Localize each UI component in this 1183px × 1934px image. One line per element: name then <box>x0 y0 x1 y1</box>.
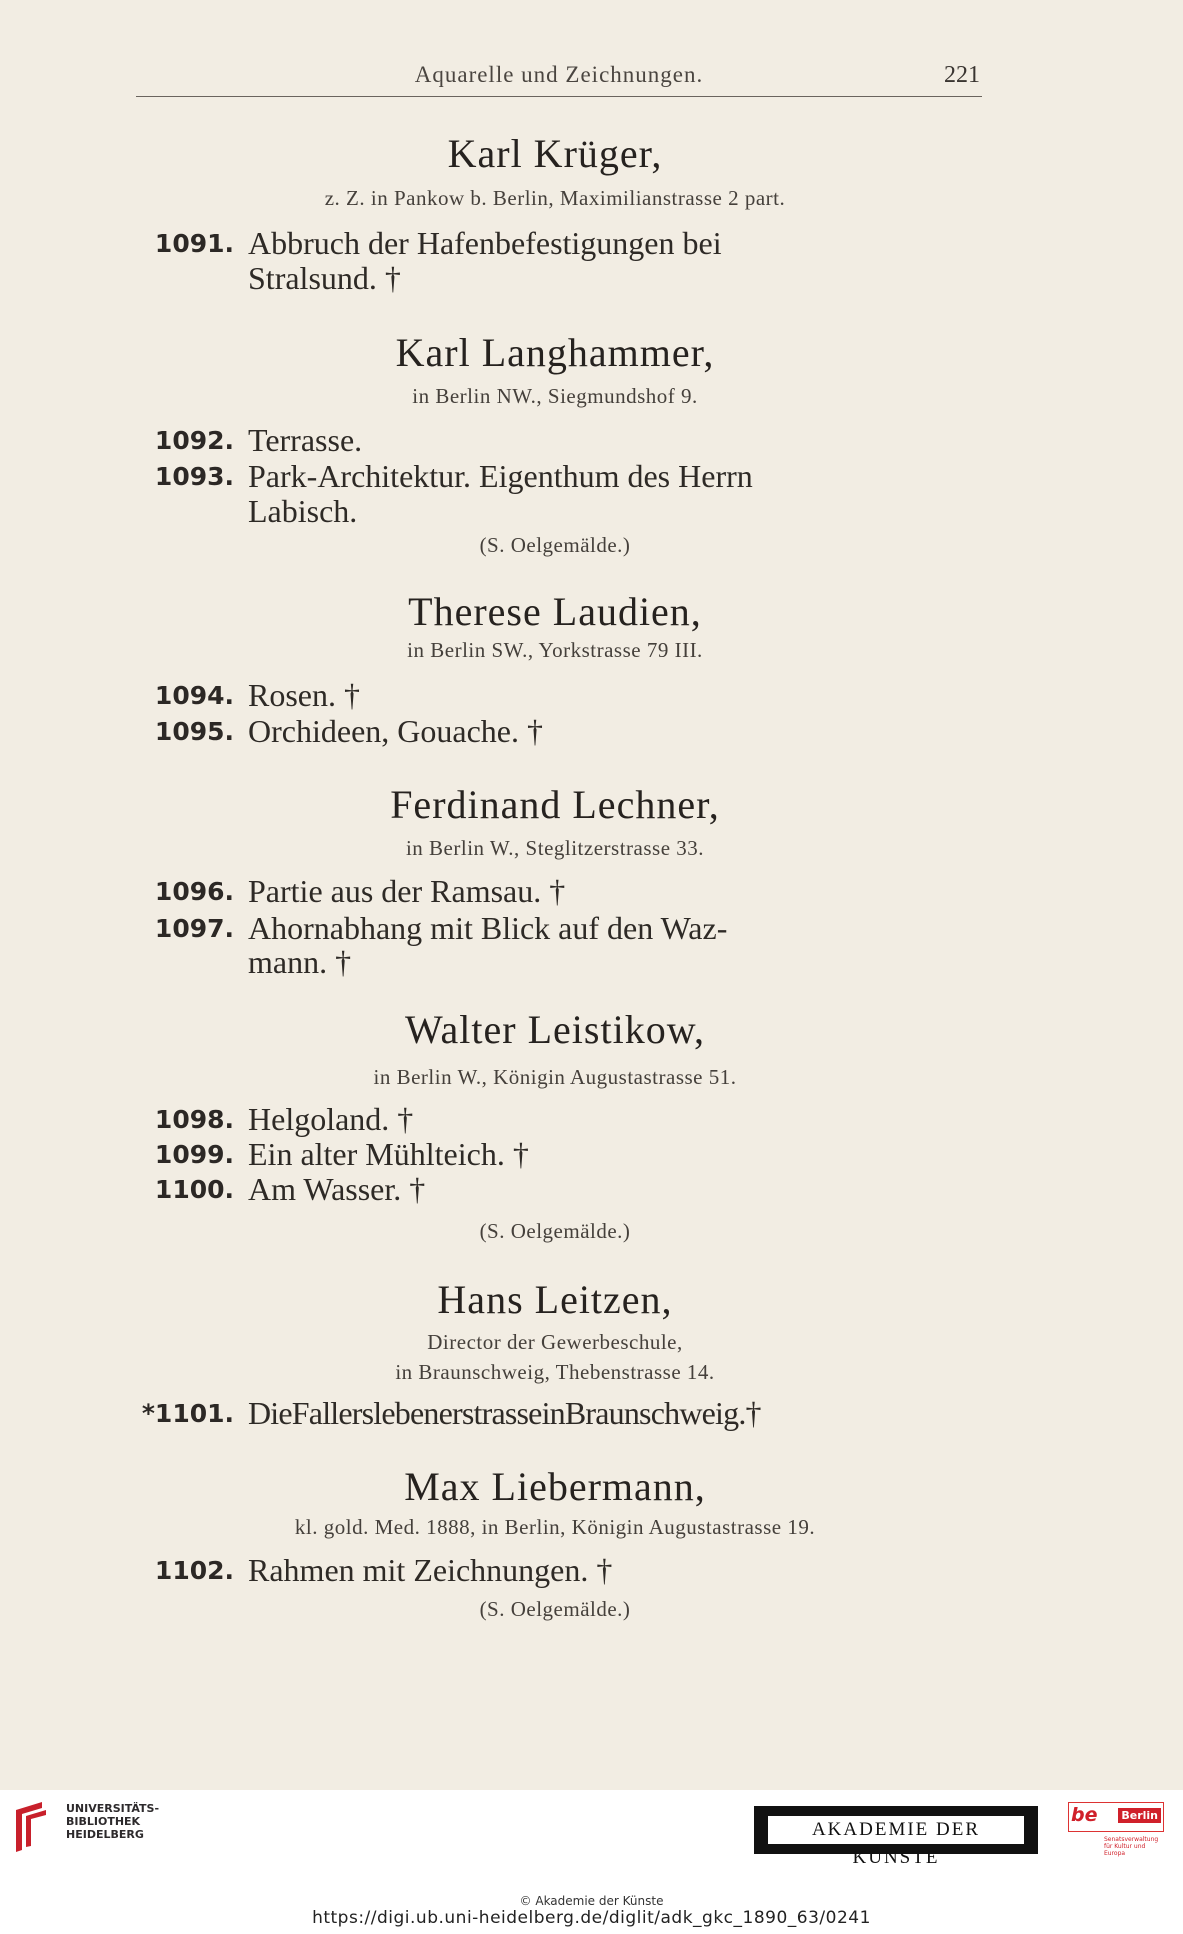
artist-name: Hans Leitzen, <box>437 1277 673 1322</box>
entry-number: 1100. <box>154 1175 234 1204</box>
copyright-notice: © Akademie der Künste <box>519 1894 664 1908</box>
entry-number: 1102. <box>154 1556 234 1585</box>
artist-address: kl. gold. Med. 1888, in Berlin, Königin Augustastrasse 19. <box>294 1515 816 1539</box>
entry-title-line: Rahmen mit Zeichnungen. † <box>248 1552 613 1588</box>
entry-number: 1091. <box>154 229 234 258</box>
running-header <box>136 62 982 92</box>
entry-number: 1096. <box>154 877 234 906</box>
akademie-logo[interactable] <box>754 1806 1038 1868</box>
artist-address: Director der Gewerbeschule, <box>427 1330 683 1354</box>
entry-title-line: Abbruch der Hafenbefestigungen bei <box>248 225 722 261</box>
entry-number: 1097. <box>154 914 234 943</box>
library-emblem-icon <box>12 1800 52 1854</box>
be-berlin-badge <box>1068 1802 1164 1832</box>
entry-number: 1094. <box>154 681 234 710</box>
artist-name: Walter Leistikow, <box>405 1007 705 1052</box>
entry-title-line: Partie aus der Ramsau. † <box>248 873 566 909</box>
entry-number: 1099. <box>154 1140 234 1169</box>
entry-title-line: Orchideen, Gouache. † <box>248 713 543 749</box>
entry-title-line: Helgoland. † <box>248 1101 414 1137</box>
berlin-text: Berlin <box>1118 1808 1161 1823</box>
artist-address: in Berlin SW., Yorkstrasse 79 III. <box>407 638 703 662</box>
artist-name: Karl Langhammer, <box>395 330 715 375</box>
be-text: be <box>1071 1804 1098 1826</box>
entry-title-line: DieFallerslebenerstrasseinBraunschweig.† <box>248 1395 761 1431</box>
entry-number: 1092. <box>154 426 234 455</box>
entry-title-line: Ein alter Mühlteich. † <box>248 1136 529 1172</box>
footer <box>0 1790 1183 1934</box>
akademie-logo-text: AKADEMIE DER KÜNSTE <box>768 1816 1024 1844</box>
artist-address: in Berlin W., Königin Augustastrasse 51. <box>373 1065 737 1089</box>
cross-reference-note: (S. Oelgemälde.) <box>479 533 631 557</box>
page-number: 221 <box>944 62 980 88</box>
running-title: Aquarelle und Zeichnungen. <box>414 62 704 87</box>
artist-name: Max Liebermann, <box>404 1464 706 1509</box>
artist-name: Therese Laudien, <box>408 589 702 634</box>
entry-title-line: mann. † <box>248 944 352 980</box>
entry-number: 1098. <box>154 1105 234 1134</box>
permalink-url[interactable]: https://digi.ub.uni-heidelberg.de/diglit/adk_gkc_1890_63/0241 <box>312 1908 871 1928</box>
entry-title-line: Ahornabhang mit Blick auf den Waz- <box>248 910 728 946</box>
entry-title-line: Stralsund. † <box>248 260 401 296</box>
entry-number: *1101. <box>141 1399 234 1428</box>
university-library-logo[interactable] <box>12 1800 162 1856</box>
entry-number: 1095. <box>154 717 234 746</box>
senate-text: Senatsverwaltung für Kultur und Europa <box>1104 1836 1159 1857</box>
cross-reference-note: (S. Oelgemälde.) <box>479 1597 631 1621</box>
cross-reference-note: (S. Oelgemälde.) <box>479 1219 631 1243</box>
entry-title-line: Rosen. † <box>248 677 360 713</box>
entry-number: 1093. <box>154 462 234 491</box>
entry-title-line: Terrasse. <box>248 422 363 458</box>
library-logo-text: UNIVERSITÄTS- BIBLIOTHEK HEIDELBERG <box>66 1802 160 1841</box>
artist-name: Karl Krüger, <box>447 131 663 176</box>
artist-address: in Berlin W., Steglitzerstrasse 33. <box>405 836 705 860</box>
artist-address: in Braunschweig, Thebenstrasse 14. <box>395 1360 715 1384</box>
entry-title-line: Am Wasser. † <box>248 1171 426 1207</box>
entry-title-line: Labisch. <box>248 493 358 529</box>
artist-name: Ferdinand Lechner, <box>390 782 720 827</box>
artist-address: in Berlin NW., Siegmundshof 9. <box>412 384 698 408</box>
entry-title-line: Park-Architektur. Eigenthum des Herrn <box>248 458 753 494</box>
artist-address: z. Z. in Pankow b. Berlin, Maximilianstrasse 2 part. <box>324 186 786 210</box>
header-rule <box>136 96 982 97</box>
be-berlin-logo[interactable] <box>1068 1802 1164 1858</box>
